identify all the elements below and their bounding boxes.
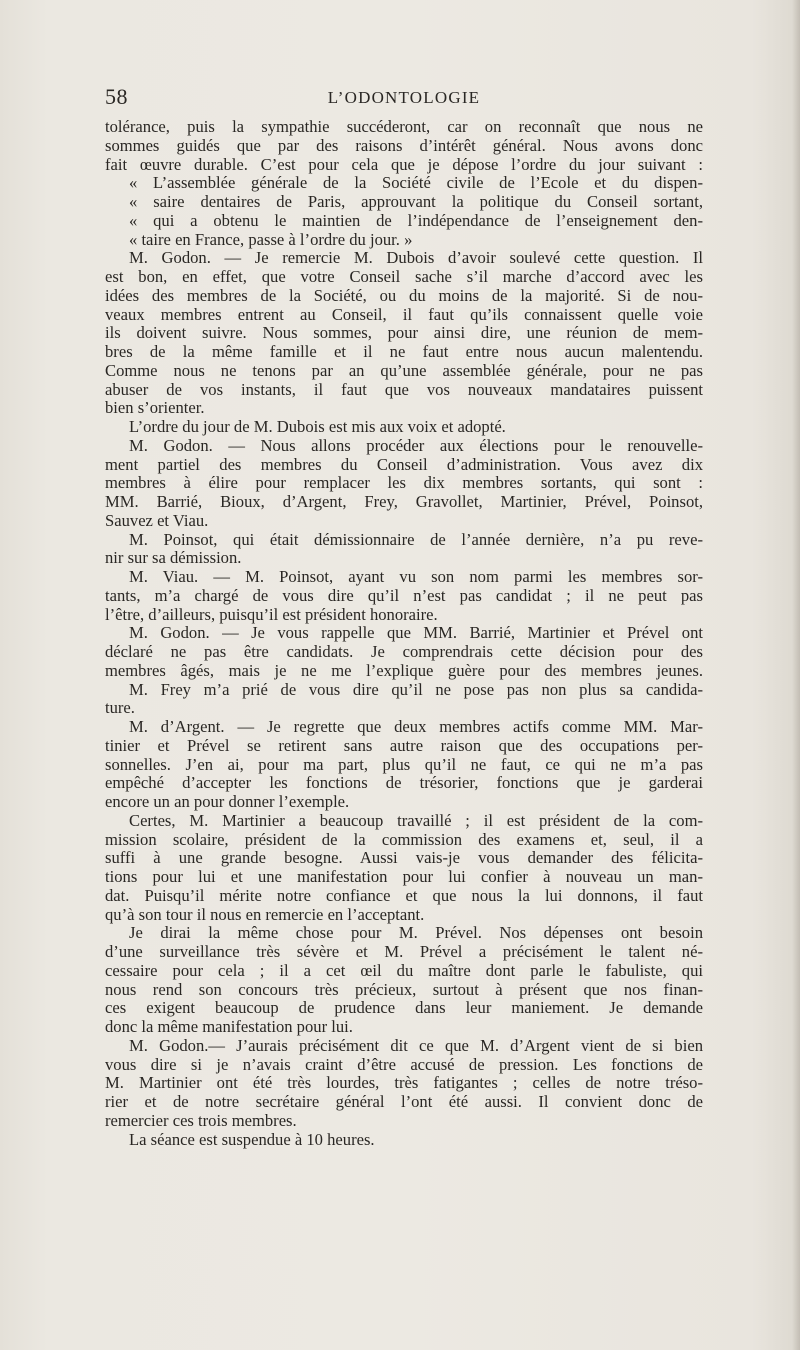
text-line: bien s’orienter. bbox=[105, 399, 205, 418]
text-line: La séance est suspendue à 10 heures. bbox=[129, 1130, 375, 1149]
text-line: M. Godon.— J’aurais précisément dit ce que M. d’Argent vient de si bien bbox=[129, 1036, 703, 1055]
text-line: abuser de vos instants, il faut que vos nouveaux mandataires puissent bbox=[105, 380, 703, 399]
text-line: cessaire pour cela ; il a cet œil du maître dont parle le fabuliste, qui bbox=[105, 961, 703, 980]
page-number: 58 bbox=[105, 84, 128, 109]
text-line: Je dirai la même chose pour M. Prével. Nos dépenses ont besoin bbox=[129, 924, 703, 943]
text-line: ture. bbox=[105, 699, 135, 718]
text-line: dat. Puisqu’il mérite notre confiance et que nous la lui donnons, il faut bbox=[105, 886, 703, 905]
text-line: tions pour lui et une manifestation pour lui confier à nouveau un man- bbox=[105, 868, 703, 886]
text-line: rier et de notre secrétaire général l’ont été aussi. Il convient donc de bbox=[105, 1093, 703, 1111]
running-title: L’ODONTOLOGIE bbox=[327, 88, 481, 107]
text-line: « L’assemblée générale de la Société civile de l’Ecole et du dispen- bbox=[129, 174, 703, 193]
text-line: tolérance, puis la sympathie succéderont, car on reconnaît que nous ne bbox=[105, 118, 703, 136]
text-line: M. Godon. — Je vous rappelle que MM. Barrié, Martinier et Prével ont bbox=[129, 624, 703, 643]
text-line: veaux membres entrent au Conseil, il faut qu’ils connaissent quelle voie bbox=[105, 305, 703, 324]
text-line: tinier et Prével se retirent sans autre raison que des occupations per- bbox=[105, 736, 703, 755]
text-line: membres âgés, mais je ne me l’explique guère pour des membres jeunes. bbox=[105, 661, 703, 680]
text-line: idées des membres de la Société, ou du moins de la majorité. Si de nou- bbox=[105, 286, 703, 305]
text-line: M. Godon. — Nous allons procéder aux élections pour le renouvelle- bbox=[129, 436, 703, 455]
text-line: vous dire si je n’avais craint d’être accusé de pression. Les fonctions de bbox=[105, 1055, 703, 1074]
text-line: M. Viau. — M. Poinsot, ayant vu son nom parmi les membres sor- bbox=[129, 568, 703, 586]
text-line: fait œuvre durable. C’est pour cela que je dépose l’ordre du jour suivant : bbox=[105, 155, 703, 174]
text-line: nous rend son concours très précieux, surtout à présent que nos finan- bbox=[105, 980, 703, 999]
text-line: donc la même manifestation pour lui. bbox=[105, 1018, 353, 1036]
body-text bbox=[105, 118, 703, 1149]
text-line: « saire dentaires de Paris, approuvant la politique du Conseil sortant, bbox=[129, 193, 703, 211]
text-line: est bon, en effet, que votre Conseil sache s’il marche d’accord avec les bbox=[105, 268, 703, 286]
text-line: M. Godon. — Je remercie M. Dubois d’avoir soulevé cette question. Il bbox=[129, 249, 703, 268]
text-line: M. Poinsot, qui était démissionnaire de l’année dernière, n’a pu reve- bbox=[129, 530, 703, 549]
text-line: M. Martinier ont été très lourdes, très fatigantes ; celles de notre tréso- bbox=[105, 1074, 703, 1093]
text-line: Sauvez et Viau. bbox=[105, 511, 209, 530]
text-line: remercier ces trois membres. bbox=[105, 1111, 297, 1130]
text-line: « taire en France, passe à l’ordre du jour. » bbox=[129, 230, 413, 249]
text-line: empêché d’accepter les fonctions de trésorier, fonctions que je garderai bbox=[105, 774, 703, 793]
text-line: MM. Barrié, Bioux, d’Argent, Frey, Gravollet, Martinier, Prével, Poinsot, bbox=[105, 493, 703, 511]
text-line: L’ordre du jour de M. Dubois est mis aux voix et adopté. bbox=[129, 418, 506, 436]
text-line: mission scolaire, président de la commission des examens et, seul, il a bbox=[105, 830, 703, 849]
text-line: sonnelles. J’en ai, pour ma part, plus qu’il ne faut, ce qui ne m’a pas bbox=[105, 755, 703, 774]
page-edge-shadow bbox=[792, 0, 800, 1350]
text-line: ils doivent suivre. Nous sommes, pour ainsi dire, une réunion de mem- bbox=[105, 324, 703, 343]
text-line: M. Frey m’a prié de vous dire qu’il ne pose pas non plus sa candida- bbox=[129, 680, 703, 699]
text-line: encore un an pour donner l’exemple. bbox=[105, 793, 350, 811]
text-line: « qui a obtenu le maintien de l’indépendance de l’enseignement den- bbox=[129, 211, 703, 230]
text-line: Certes, M. Martinier a beaucoup travaillé ; il est président de la com- bbox=[129, 811, 703, 830]
text-line: tants, m’a chargé de vous dire qu’il n’est pas candidat ; il ne peut pas bbox=[105, 586, 703, 605]
text-line: déclaré ne pas être candidats. Je comprendrais cette décision pour des bbox=[105, 643, 703, 661]
text-line: sommes guidés que par des raisons d’intérêt général. Nous avons donc bbox=[105, 136, 703, 155]
text-line: qu’à son tour il nous en remercie en l’acceptant. bbox=[105, 905, 425, 924]
text-line: ces exigent beaucoup de prudence dans leur maniement. Je demande bbox=[105, 999, 703, 1018]
text-line: suffi à une grande besogne. Aussi vais-je vous demander des félicita- bbox=[105, 849, 703, 868]
text-line: M. d’Argent. — Je regrette que deux membres actifs comme MM. Mar- bbox=[129, 718, 703, 736]
text-line: membres à élire pour remplacer les dix membres sortants, qui sont : bbox=[105, 474, 703, 493]
text-line: bres de la même famille et il ne faut entre nous aucun malentendu. bbox=[105, 343, 703, 361]
text-line: ment partiel des membres du Conseil d’administration. Vous avez dix bbox=[105, 455, 703, 474]
text-line: d’une surveillance très sévère et M. Prével a précisément le talent né- bbox=[105, 943, 703, 961]
text-line: nir sur sa démission. bbox=[105, 549, 242, 568]
page-header bbox=[105, 84, 703, 114]
text-line: l’être, d’ailleurs, puisqu’il est président honoraire. bbox=[105, 605, 438, 624]
text-line: Comme nous ne tenons par an qu’une assemblée générale, pour ne pas bbox=[105, 361, 703, 380]
